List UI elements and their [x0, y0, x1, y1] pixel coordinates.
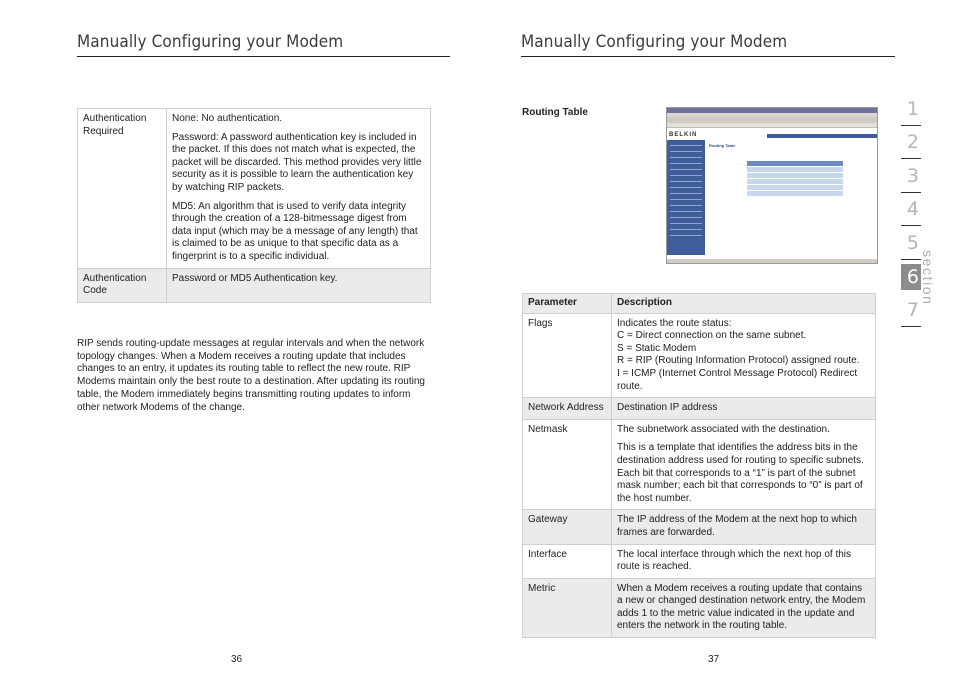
table-row: [523, 578, 876, 637]
routing-table-caption: Routing Table: [522, 107, 588, 118]
description-paragraph: Indicates the route status: C = Direct connection on the same subnet. S = Static Modem R = RIP (Routing Information Protocol) assigned route. I = ICMP (Internet Control Message Protocol) Redirect route.: [617, 317, 860, 392]
section-tab-5[interactable]: [901, 226, 921, 260]
description-paragraph: When a Modem receives a routing update that contains a new or changed destination network entry, the Modem adds 1 to the metric value indicated in the update and enters the network in the routing table.: [617, 582, 866, 632]
table-row: [523, 544, 876, 578]
section-tab-2[interactable]: [901, 126, 921, 160]
row-description: [612, 578, 876, 637]
section-tab-number: 6: [906, 265, 919, 288]
row-description: [612, 510, 876, 544]
section-tab-number: 1: [906, 97, 919, 120]
screenshot-heading: Routing Table: [709, 143, 736, 148]
row-label: Interface: [523, 544, 612, 578]
description-paragraph: The subnetwork associated with the destination.: [617, 423, 830, 435]
authentication-table: [77, 108, 431, 303]
screenshot-routing-grid: [747, 161, 843, 197]
row-label: Metric: [523, 578, 612, 637]
row-label: Netmask: [523, 419, 612, 510]
routing-table-screenshot: [666, 107, 878, 264]
description-paragraph: Password: A password authentication key is included in the packet. If this does not match what is expected, the packet will be discarded. This method provides very little security as it is possible to learn the authentication key by watching RIP packets.: [172, 131, 422, 193]
row-description: [612, 419, 876, 510]
section-tab-number: 5: [906, 231, 919, 254]
right-page-title: Manually Configuring your Modem: [521, 32, 788, 52]
row-label: Authentication Required: [78, 109, 167, 269]
section-tab-6[interactable]: [901, 264, 921, 290]
row-label: Network Address: [523, 398, 612, 420]
row-description: [612, 544, 876, 578]
section-label: section: [920, 250, 936, 306]
rip-body-paragraph: RIP sends routing-update messages at regular intervals and when the network topology changes. When a Modem receives a routing update that includes changes to an entry, it updates its routing table to reflect the new route. RIP Modems maintain only the best route to a destination. After updating its routing table, the Modem immediately begins transmitting routing updates to inform other network Modems of the change.: [77, 338, 425, 413]
description-paragraph: Password or MD5 Authentication key.: [172, 272, 338, 284]
description-paragraph: The local interface through which the next hop of this route is reached.: [617, 548, 852, 573]
section-tab-3[interactable]: [901, 159, 921, 193]
header-parameter: Parameter: [523, 294, 612, 314]
table-row: [523, 419, 876, 510]
screenshot-header-bar: [767, 134, 877, 138]
table-row: [78, 268, 431, 302]
routing-parameters-table: [522, 293, 876, 638]
row-label: Flags: [523, 313, 612, 398]
section-tab-7[interactable]: [901, 294, 921, 328]
section-nav: [901, 92, 921, 327]
screenshot-content: [709, 143, 873, 148]
section-tab-1[interactable]: [901, 92, 921, 126]
belkin-logo: BELKIN: [669, 132, 698, 138]
section-tab-number: 3: [906, 164, 919, 187]
right-title-rule: [521, 56, 895, 57]
browser-statusbar: [667, 259, 877, 263]
row-description: [612, 398, 876, 420]
left-title-rule: [77, 56, 450, 57]
row-label: Gateway: [523, 510, 612, 544]
header-description: Description: [612, 294, 876, 314]
row-description: [612, 313, 876, 398]
row-label: Authentication Code: [78, 268, 167, 302]
description-paragraph: The IP address of the Modem at the next hop to which frames are forwarded.: [617, 514, 857, 538]
left-page-title: Manually Configuring your Modem: [77, 32, 344, 52]
section-tab-4[interactable]: [901, 193, 921, 227]
table-row: [78, 109, 431, 269]
description-paragraph: MD5: An algorithm that is used to verify data integrity through the creation of a 128-bitmessage digest from data input (which may be a message of any length) that is claimed to be as unique to that specific data as a fingerprint is to a specific individual.: [172, 200, 418, 262]
table-row: [523, 313, 876, 398]
row-description: [167, 109, 431, 269]
description-paragraph: None: No authentication.: [172, 113, 283, 124]
page-number-left: 36: [231, 654, 243, 665]
row-description: [167, 268, 431, 302]
section-tab-number: 7: [906, 299, 919, 321]
section-tab-number: 2: [906, 131, 919, 153]
section-tab-number: 4: [906, 198, 919, 220]
browser-address-bar: [667, 123, 877, 128]
table-row: [523, 398, 876, 420]
page-number-right: 37: [708, 654, 720, 665]
description-paragraph: This is a template that identifies the address bits in the destination address used for routing to specific subnets. Each bit that corresponds to a “1” is part of the subnet mask number; each bit that corresponds to “0” is part of the host number.: [617, 442, 864, 504]
table-row: [523, 510, 876, 544]
description-paragraph: Destination IP address: [617, 402, 718, 414]
screenshot-sidebar: [667, 140, 705, 255]
